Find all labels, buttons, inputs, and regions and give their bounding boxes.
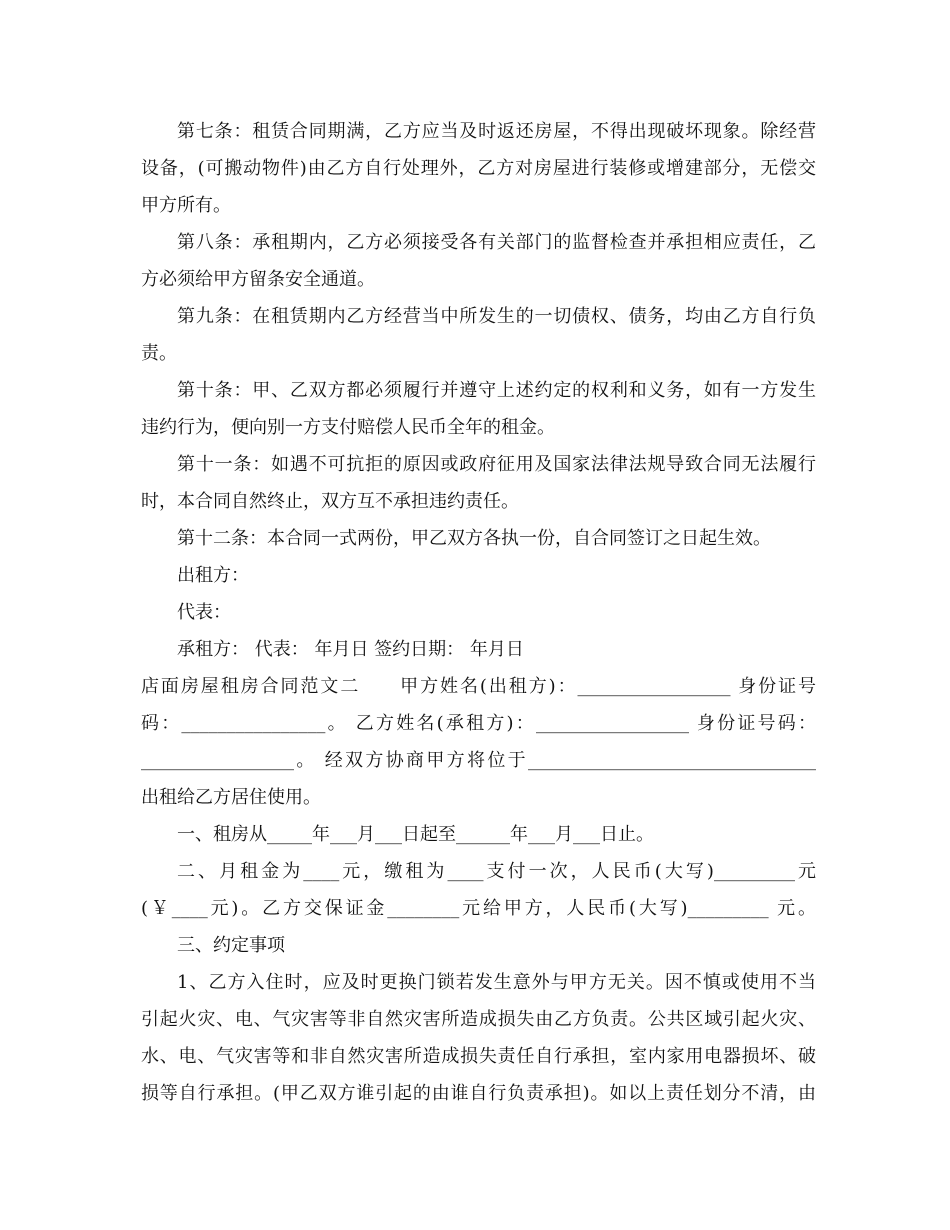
document-line: 设备，(可搬动物件)由乙方自行处理外，乙方对房屋进行装修或增建部分，无偿交 <box>141 158 816 179</box>
document-line: 责。 <box>141 343 177 364</box>
document-line: 一、租房从_____年___月___日起至______年___月___日止。 <box>177 824 654 845</box>
document-line: 代表： <box>177 602 231 623</box>
document-line: 店面房屋租房合同范文二 甲方姓名(出租方)：_________________ 身份证号 <box>141 676 816 697</box>
document-line: 时，本合同自然终止，双方互不承担违约责任。 <box>141 491 519 512</box>
document-body <box>141 113 816 1112</box>
document-line: 出租方： <box>177 565 249 586</box>
document-line: 第十二条：本合同一式两份，甲乙双方各执一份，自合同签订之日起生效。 <box>177 528 771 549</box>
document-line: 第十一条：如遇不可抗拒的原因或政府征用及国家法律法规导致合同无法履行 <box>177 454 816 475</box>
document-line: 甲方所有。 <box>141 195 231 216</box>
document-line: 1、乙方入住时，应及时更换门锁若发生意外与甲方无关。因不慎或使用不当 <box>177 972 816 993</box>
document-line: 第十条：甲、乙双方都必须履行并遵守上述约定的权利和义务，如有一方发生 <box>177 380 816 401</box>
document-line: 二、月租金为____元，缴租为____支付一次，人民币(大写)_________元 <box>177 861 816 882</box>
document-line: 违约行为，便向别一方支付赔偿人民币全年的租金。 <box>141 417 555 438</box>
document-line: 三、约定事项 <box>177 935 285 956</box>
document-line: 引起火灾、电、气灾害等非自然灾害所造成损失由乙方负责。公共区域引起火灾、 <box>141 1009 816 1030</box>
document-line: 第九条：在租赁期内乙方经营当中所发生的一切债权、债务，均由乙方自行负 <box>177 306 816 327</box>
document-line: 第七条：租赁合同期满，乙方应当及时返还房屋，不得出现破坏现象。除经营 <box>177 121 816 142</box>
document-line: 水、电、气灾害等和非自然灾害所造成损失责任自行承担，室内家用电器损坏、破 <box>141 1046 816 1067</box>
document-line: 方必须给甲方留条安全通道。 <box>141 269 375 290</box>
document-line: 损等自行承担。(甲乙双方谁引起的由谁自行负责承担)。如以上责任划分不清，由 <box>141 1083 816 1104</box>
document-line: 第八条：承租期内，乙方必须接受各有关部门的监督检查并承担相应责任，乙 <box>177 232 816 253</box>
document-line: 码：________________。 乙方姓名(承租方)：_________________ 身份证号码： <box>141 713 816 734</box>
document-line: 出租给乙方居住使用。 <box>141 787 321 808</box>
document-line: 承租方： 代表： 年月日 签约日期： 年月日 <box>177 639 524 660</box>
document-line: _________________。 经双方协商甲方将位于________________________________ <box>141 750 816 771</box>
document-line: (￥____元)。乙方交保证金________元给甲方，人民币(大写)_________ 元。 <box>141 898 816 919</box>
